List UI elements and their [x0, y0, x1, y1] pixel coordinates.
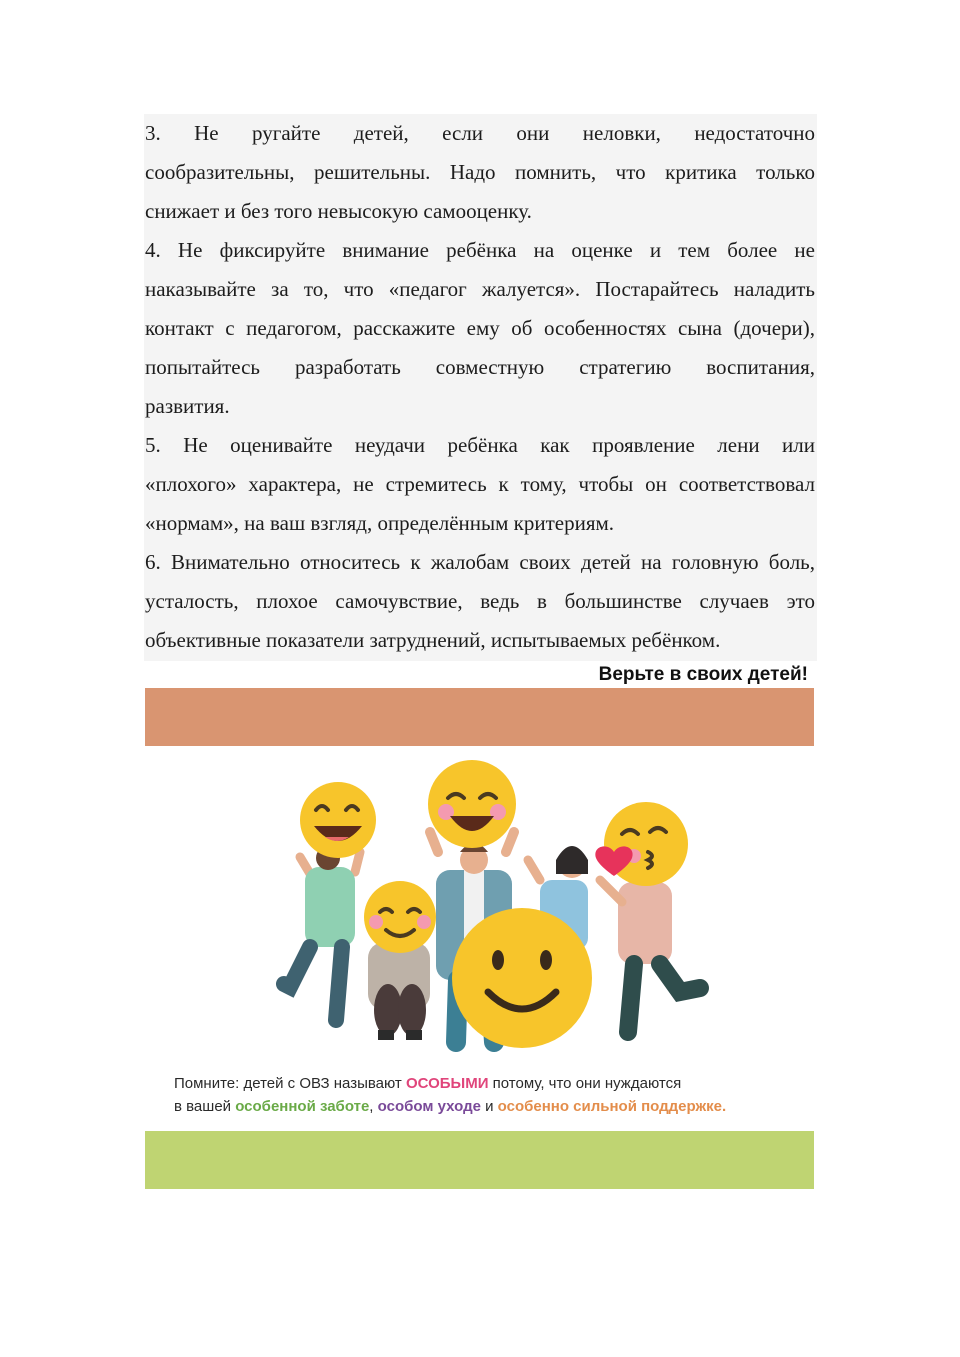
caption-text: в вашей: [174, 1098, 236, 1115]
tip-5: [145, 426, 815, 543]
decor-band-top: [145, 688, 814, 746]
emoji-people-illustration: [250, 752, 720, 1052]
grinning-emoji-icon: [428, 760, 516, 848]
tip-line: 5. Не оценивайте неудачи ребёнка как проявление лени или: [145, 433, 815, 457]
caption-highlight-special: ОСОБЫМИ: [405, 1075, 489, 1092]
tip-line: 4. Не фиксируйте внимание ребёнка на оценке и тем более не: [145, 238, 815, 262]
tip-line: «плохого» характера, не стремитесь к тому, чтобы он соответствовал: [145, 472, 815, 496]
person-left-figure: [284, 846, 360, 1020]
caption-text: и: [480, 1098, 498, 1115]
tip-line: наказывайте за то, что «педагог жалуется». Постарайтесь наладить: [145, 277, 815, 301]
tip-line: попытайтесь разработать совместную стратегию воспитания,: [145, 355, 815, 379]
special-children-caption: [174, 1072, 814, 1118]
person-right-figure: [600, 880, 700, 1032]
slogan: Верьте в своих детей!: [598, 664, 808, 685]
tip-line: развития.: [145, 394, 230, 418]
smiling-emoji-icon: [364, 881, 436, 953]
caption-highlight-care: особенной заботе: [235, 1098, 370, 1115]
tip-line: объективные показатели затруднений, испытываемых ребёнком.: [145, 628, 721, 652]
caption-highlight-support: особенно сильной поддержке.: [497, 1098, 727, 1115]
tip-3: [145, 114, 815, 231]
tip-line: контакт с педагогом, расскажите ему об особенностях сына (дочери),: [145, 316, 815, 340]
caption-text: потому, что они нуждаются: [488, 1075, 682, 1092]
tip-4: [145, 231, 815, 426]
tip-line: 6. Внимательно относитесь к жалобам своих детей на головную боль,: [145, 550, 815, 574]
person-sitting-figure: [368, 942, 430, 1040]
decor-band-bottom: [145, 1131, 814, 1189]
caption-text: Помните: детей с ОВЗ называют: [174, 1075, 406, 1092]
big-smile-emoji-icon: [452, 908, 592, 1048]
caption-text: ,: [369, 1098, 378, 1115]
tip-6: [145, 543, 815, 660]
tip-line: сообразительны, решительны. Надо помнить, что критика только: [145, 160, 815, 184]
caption-highlight-attention: особом уходе: [377, 1098, 481, 1115]
tip-line: усталость, плохое самочувствие, ведь в большинстве случаев это: [145, 589, 815, 613]
tip-line: «нормам», на ваш взгляд, определённым критериям.: [145, 511, 615, 535]
laughing-emoji-icon: [300, 782, 376, 858]
tip-line: 3. Не ругайте детей, если они неловки, недостаточно: [145, 121, 815, 145]
tip-line: снижает и без того невысокую самооценку.: [145, 199, 532, 223]
